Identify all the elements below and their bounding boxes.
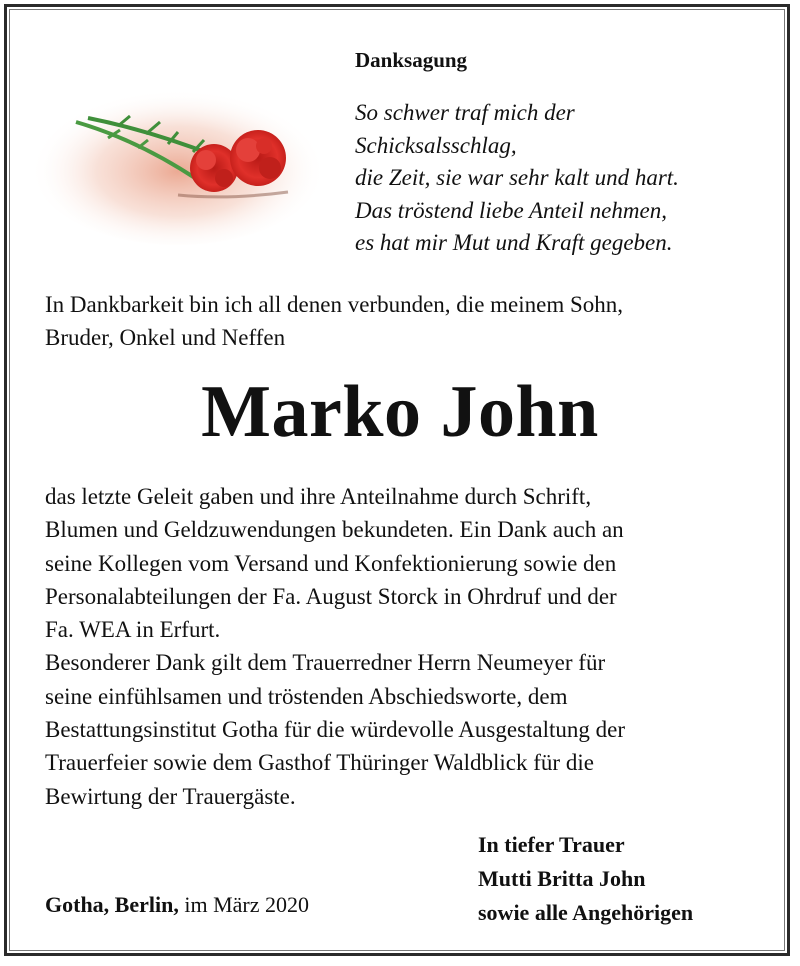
body-line: Personalabteilungen der Fa. August Storck in Ohrdruf und der xyxy=(45,583,617,609)
body-line: Fa. WEA in Erfurt. xyxy=(45,617,221,643)
body-line: Trauerfeier sowie dem Gasthof Thüringer Waldblick für die xyxy=(45,750,594,776)
place-date xyxy=(45,892,309,918)
body-line: seine Kollegen vom Versand und Konfektionierung sowie den xyxy=(45,550,617,576)
body-line: Bewirtung der Trauergäste. xyxy=(45,783,296,809)
intro-text xyxy=(45,288,765,354)
heading: Danksagung xyxy=(355,48,468,72)
body-line: das letzte Geleit gaben und ihre Anteilnahme durch Schrift, xyxy=(45,484,592,509)
intro-line: In Dankbarkeit bin ich all denen verbunden, die meinem Sohn, xyxy=(45,292,624,317)
signature-line: Mutti Britta John xyxy=(478,866,646,891)
signature-line: In tiefer Trauer xyxy=(478,832,625,857)
deceased-name: Marko John xyxy=(201,371,599,453)
signature-line: sowie alle Angehörigen xyxy=(478,900,694,925)
place-date-text: im März 2020 xyxy=(178,892,309,917)
place-cities: Gotha, Berlin, xyxy=(45,892,179,917)
body-line: Bestattungsinstitut Gotha für die würdevolle Ausgestaltung der xyxy=(45,717,626,743)
poem-line: es hat mir Mut und Kraft gegeben. xyxy=(355,230,673,255)
body-line: Blumen und Geldzuwendungen bekundeten. Ein Dank auch an xyxy=(45,517,624,543)
poem-line: die Zeit, sie war sehr kalt und hart. xyxy=(355,165,679,190)
poem xyxy=(355,97,679,260)
body-line: seine einfühlsamen und tröstenden Abschiedsworte, dem xyxy=(45,683,568,709)
body-text xyxy=(45,480,765,813)
carnations-icon xyxy=(28,60,328,260)
signature xyxy=(478,828,693,930)
body-line: Besonderer Dank gilt dem Trauerredner Herrn Neumeyer für xyxy=(45,650,606,676)
poem-line: Das tröstend liebe Anteil nehmen, xyxy=(355,197,667,223)
intro-line: Bruder, Onkel und Neffen xyxy=(45,325,286,350)
poem-line: Schicksalsschlag, xyxy=(355,132,517,158)
poem-line: So schwer traf mich der xyxy=(355,100,575,125)
